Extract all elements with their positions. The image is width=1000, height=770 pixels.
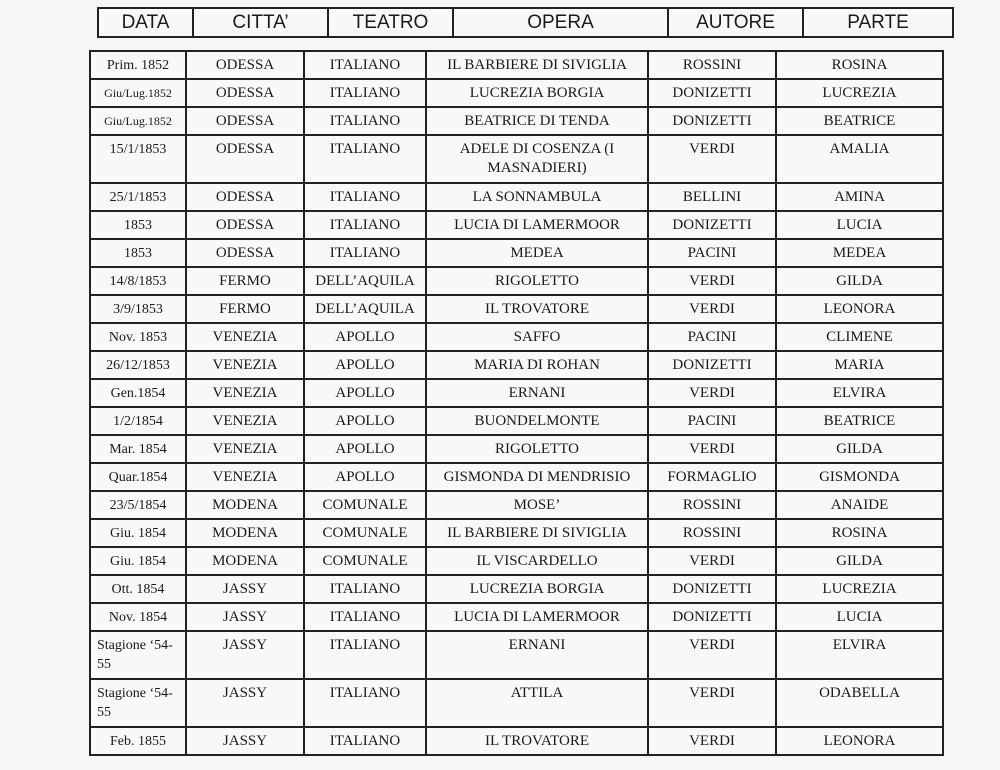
cell-citta: MODENA (186, 519, 304, 547)
cell-teatro: DELL’AQUILA (304, 295, 426, 323)
cell-citta: ODESSA (186, 51, 304, 79)
cell-teatro: APOLLO (304, 323, 426, 351)
cell-citta: JASSY (186, 575, 304, 603)
cell-parte: BEATRICE (776, 407, 943, 435)
table-row (90, 519, 943, 547)
cell-autore: DONIZETTI (648, 351, 776, 379)
cell-citta: VENEZIA (186, 351, 304, 379)
cell-citta: JASSY (186, 603, 304, 631)
cell-teatro: ITALIANO (304, 107, 426, 135)
cell-parte: ODABELLA (776, 679, 943, 727)
cell-citta: MODENA (186, 547, 304, 575)
cell-citta: FERMO (186, 295, 304, 323)
cell-autore: PACINI (648, 323, 776, 351)
cell-citta: VENEZIA (186, 323, 304, 351)
cell-teatro: APOLLO (304, 351, 426, 379)
table-row (90, 631, 943, 679)
header-teatro: TEATRO (328, 8, 453, 37)
cell-opera: ATTILA (426, 679, 648, 727)
table-row (90, 351, 943, 379)
cell-autore: VERDI (648, 135, 776, 183)
cell-data: Feb. 1855 (90, 727, 186, 755)
cell-opera: IL BARBIERE DI SIVIGLIA (426, 519, 648, 547)
cell-parte: ROSINA (776, 51, 943, 79)
cell-parte: GILDA (776, 547, 943, 575)
cell-parte: LUCREZIA (776, 575, 943, 603)
cell-teatro: ITALIANO (304, 79, 426, 107)
header-table (97, 7, 954, 38)
cell-citta: ODESSA (186, 239, 304, 267)
cell-teatro: APOLLO (304, 407, 426, 435)
cell-parte: GILDA (776, 435, 943, 463)
cell-parte: LEONORA (776, 727, 943, 755)
cell-autore: ROSSINI (648, 491, 776, 519)
cell-parte: AMALIA (776, 135, 943, 183)
cell-data: 23/5/1854 (90, 491, 186, 519)
cell-opera: LUCIA DI LAMERMOOR (426, 603, 648, 631)
cell-parte: ELVIRA (776, 631, 943, 679)
cell-opera: MEDEA (426, 239, 648, 267)
cell-opera: ERNANI (426, 379, 648, 407)
cell-parte: LUCIA (776, 603, 943, 631)
cell-opera: MARIA DI ROHAN (426, 351, 648, 379)
cell-teatro: ITALIANO (304, 603, 426, 631)
cell-teatro: ITALIANO (304, 135, 426, 183)
table-row (90, 435, 943, 463)
cell-opera: BEATRICE DI TENDA (426, 107, 648, 135)
cell-data: Giu. 1854 (90, 519, 186, 547)
cell-data: Prim. 1852 (90, 51, 186, 79)
cell-data: Stagione ‘54-55 (90, 631, 186, 679)
header-opera: OPERA (453, 8, 668, 37)
table-row (90, 491, 943, 519)
cell-data: 3/9/1853 (90, 295, 186, 323)
table-row (90, 323, 943, 351)
cell-autore: DONIZETTI (648, 79, 776, 107)
cell-data: 1853 (90, 211, 186, 239)
table-row (90, 547, 943, 575)
cell-parte: GILDA (776, 267, 943, 295)
cell-opera: ERNANI (426, 631, 648, 679)
table-row (90, 183, 943, 211)
cell-autore: ROSSINI (648, 51, 776, 79)
cell-teatro: DELL’AQUILA (304, 267, 426, 295)
cell-autore: BELLINI (648, 183, 776, 211)
table-row (90, 267, 943, 295)
cell-citta: ODESSA (186, 211, 304, 239)
cell-data: Giu/Lug.1852 (90, 107, 186, 135)
table-row (90, 679, 943, 727)
cell-parte: ELVIRA (776, 379, 943, 407)
cell-teatro: ITALIANO (304, 727, 426, 755)
cell-opera: BUONDELMONTE (426, 407, 648, 435)
cell-teatro: APOLLO (304, 379, 426, 407)
cell-citta: VENEZIA (186, 379, 304, 407)
cell-parte: AMINA (776, 183, 943, 211)
cell-opera: LUCREZIA BORGIA (426, 575, 648, 603)
cell-parte: LUCIA (776, 211, 943, 239)
cell-data: 25/1/1853 (90, 183, 186, 211)
cell-teatro: ITALIANO (304, 51, 426, 79)
performances-table (89, 50, 944, 756)
cell-data: Ott. 1854 (90, 575, 186, 603)
cell-data: Giu. 1854 (90, 547, 186, 575)
cell-data: Gen.1854 (90, 379, 186, 407)
cell-data: Stagione ‘54-55 (90, 679, 186, 727)
table-row (90, 603, 943, 631)
cell-autore: VERDI (648, 267, 776, 295)
cell-autore: DONIZETTI (648, 107, 776, 135)
cell-autore: DONIZETTI (648, 603, 776, 631)
table-row (90, 575, 943, 603)
cell-autore: PACINI (648, 239, 776, 267)
cell-parte: CLIMENE (776, 323, 943, 351)
cell-teatro: COMUNALE (304, 491, 426, 519)
cell-parte: ANAIDE (776, 491, 943, 519)
cell-citta: ODESSA (186, 79, 304, 107)
cell-citta: ODESSA (186, 183, 304, 211)
table-row (90, 463, 943, 491)
cell-teatro: ITALIANO (304, 679, 426, 727)
cell-teatro: ITALIANO (304, 631, 426, 679)
cell-data: Mar. 1854 (90, 435, 186, 463)
cell-data: Giu/Lug.1852 (90, 79, 186, 107)
cell-opera: LA SONNAMBULA (426, 183, 648, 211)
cell-opera: SAFFO (426, 323, 648, 351)
cell-parte: LUCREZIA (776, 79, 943, 107)
header-parte: PARTE (803, 8, 953, 37)
table-row (90, 79, 943, 107)
cell-citta: ODESSA (186, 107, 304, 135)
cell-autore: DONIZETTI (648, 211, 776, 239)
cell-opera: MOSE’ (426, 491, 648, 519)
table-row (90, 135, 943, 183)
cell-opera: IL VISCARDELLO (426, 547, 648, 575)
cell-citta: VENEZIA (186, 435, 304, 463)
cell-data: 14/8/1853 (90, 267, 186, 295)
cell-opera: LUCREZIA BORGIA (426, 79, 648, 107)
cell-teatro: APOLLO (304, 463, 426, 491)
cell-parte: LEONORA (776, 295, 943, 323)
cell-data: 15/1/1853 (90, 135, 186, 183)
cell-autore: VERDI (648, 547, 776, 575)
cell-autore: FORMAGLIO (648, 463, 776, 491)
header-autore: AUTORE (668, 8, 803, 37)
cell-opera: IL TROVATORE (426, 727, 648, 755)
cell-data: Nov. 1854 (90, 603, 186, 631)
table-row (90, 727, 943, 755)
cell-autore: VERDI (648, 727, 776, 755)
cell-parte: GISMONDA (776, 463, 943, 491)
cell-opera: GISMONDA DI MENDRISIO (426, 463, 648, 491)
cell-citta: VENEZIA (186, 463, 304, 491)
cell-citta: JASSY (186, 679, 304, 727)
cell-autore: DONIZETTI (648, 575, 776, 603)
cell-autore: ROSSINI (648, 519, 776, 547)
cell-parte: BEATRICE (776, 107, 943, 135)
cell-data: 26/12/1853 (90, 351, 186, 379)
cell-teatro: COMUNALE (304, 547, 426, 575)
cell-parte: MEDEA (776, 239, 943, 267)
cell-parte: MARIA (776, 351, 943, 379)
cell-opera: IL TROVATORE (426, 295, 648, 323)
cell-data: Nov. 1853 (90, 323, 186, 351)
cell-citta: MODENA (186, 491, 304, 519)
header-row (98, 8, 953, 37)
cell-opera: RIGOLETTO (426, 267, 648, 295)
cell-opera: IL BARBIERE DI SIVIGLIA (426, 51, 648, 79)
header-citta: CITTA’ (193, 8, 328, 37)
cell-teatro: ITALIANO (304, 575, 426, 603)
table-row (90, 239, 943, 267)
cell-teatro: COMUNALE (304, 519, 426, 547)
cell-citta: VENEZIA (186, 407, 304, 435)
cell-data: 1853 (90, 239, 186, 267)
cell-data: 1/2/1854 (90, 407, 186, 435)
cell-autore: VERDI (648, 631, 776, 679)
cell-teatro: ITALIANO (304, 239, 426, 267)
table-row (90, 51, 943, 79)
cell-citta: FERMO (186, 267, 304, 295)
cell-teatro: APOLLO (304, 435, 426, 463)
cell-opera: LUCIA DI LAMERMOOR (426, 211, 648, 239)
cell-teatro: ITALIANO (304, 183, 426, 211)
table-row (90, 407, 943, 435)
table-row (90, 211, 943, 239)
cell-autore: VERDI (648, 679, 776, 727)
cell-opera: RIGOLETTO (426, 435, 648, 463)
table-row (90, 295, 943, 323)
cell-autore: VERDI (648, 295, 776, 323)
cell-citta: ODESSA (186, 135, 304, 183)
cell-autore: VERDI (648, 379, 776, 407)
table-row (90, 107, 943, 135)
performances-body (90, 51, 943, 755)
cell-citta: JASSY (186, 631, 304, 679)
table-row (90, 379, 943, 407)
cell-autore: PACINI (648, 407, 776, 435)
cell-parte: ROSINA (776, 519, 943, 547)
cell-teatro: ITALIANO (304, 211, 426, 239)
cell-data: Quar.1854 (90, 463, 186, 491)
cell-citta: JASSY (186, 727, 304, 755)
header-data: DATA (98, 8, 193, 37)
cell-autore: VERDI (648, 435, 776, 463)
cell-opera: ADELE DI COSENZA (I MASNADIERI) (426, 135, 648, 183)
